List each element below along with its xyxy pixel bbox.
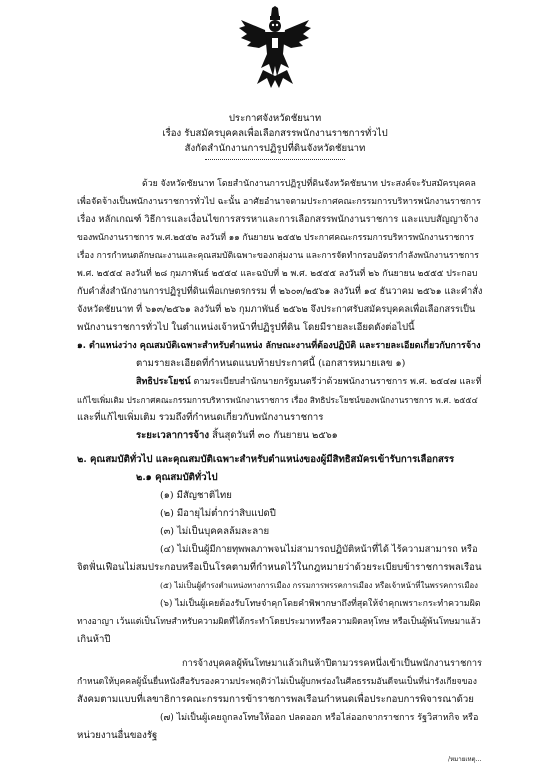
announcement-agency: สังกัดสำนักงานการปฏิรูปที่ดินจังหวัดชัยนาท bbox=[184, 143, 366, 154]
qualification-item: (๗) ไม่เป็นผู้เคยถูกลงโทษให้ออก ปลดออก หรือไล่ออกจากราชการ รัฐวิสาหกิจ หรือ bbox=[160, 713, 479, 723]
section-1-detail: ตามรายละเอียดที่กำหนดแนบท้ายประกาศนี้ (เอกสารหมายเลข ๑) bbox=[136, 358, 406, 369]
qualification-item: (๒) มีอายุไม่ต่ำกว่าสิบแปดปี bbox=[160, 508, 276, 519]
qualification-item-cont: หน่วยงานอื่นของรัฐ bbox=[77, 730, 158, 741]
intro-line: เพื่อจัดจ้างเป็นพนักงานราชการทั่วไป ฉะนั้น อาศัยอำนาจตามประกาศคณะกรรมการบริหารพนักงานราชการ bbox=[77, 197, 481, 207]
intro-line: เรื่อง หลักเกณฑ์ วิธีการและเงื่อนไขการสรรหาและการเลือกสรรพนักงานราชการ และแบบสัญญาจ้าง bbox=[77, 214, 479, 225]
benefits-line-3: และที่แก้ไขเพิ่มเติม รวมถึงที่กำหนดเกี่ยวกับพนักงานราชการ bbox=[77, 412, 324, 423]
qualification-note-cont: สังคมตามแบบที่เลขาธิการคณะกรรมการข้าราชการพลเรือนกำหนดเพื่อประกอบการพิจารณาด้วย bbox=[77, 694, 474, 705]
benefits-line-2: แก้ไขเพิ่มเติม ประกาศคณะกรรมการบริหารพนักงานราชการ เรื่อง สิทธิประโยชน์ของพนักงานราชการ พ.ศ. ๒๕๕๔ bbox=[77, 395, 478, 405]
intro-line: ของพนักงานราชการ พ.ศ.๒๕๕๒ ลงวันที่ ๑๑ กันยายน ๒๕๕๒ ประกาศคณะกรรมการบริหารพนักงานราชการ bbox=[77, 233, 475, 243]
qualification-note: การจ้างบุคคลผู้พ้นโทษมาแล้วเกินห้าปีตามวรรคหนึ่งเข้าเป็นพนักงานราชการ bbox=[182, 658, 482, 669]
section-2-heading: ๒. คุณสมบัติทั่วไป และคุณสมบัติเฉพาะสำหรับตำแหน่งของผู้มีสิทธิสมัครเข้ารับการเลือกสรร bbox=[77, 454, 455, 465]
intro-line: พ.ศ. ๒๕๕๔ ลงวันที่ ๒๘ กุมภาพันธ์ ๒๕๕๔ และฉบับที่ ๒ พ.ศ. ๒๕๕๕ ลงวันที่ ๒๖ กันยายน ๒๕๕๕ ประกอบ bbox=[77, 269, 478, 279]
section-1-heading: ๑. ตำแหน่งว่าง คุณสมบัติเฉพาะสำหรับตำแหน่ง ลักษณะงานที่ต้องปฏิบัติ และรายละเอียดเกี่ยวกับการจ้าง bbox=[77, 341, 481, 351]
benefits-text: ตามระเบียบสำนักนายกรัฐมนตรีว่าด้วยพนักงานราชการ พ.ศ. ๒๕๔๗ และที่ bbox=[190, 377, 482, 387]
continued-marker: /หมายเหตุ... bbox=[448, 756, 482, 763]
section-2-1-heading: ๒.๑ คุณสมบัติทั่วไป bbox=[136, 472, 218, 483]
qualification-item: (๕) ไม่เป็นผู้ดำรงตำแหน่งทางการเมือง กรรมการพรรคการเมือง หรือเจ้าหน้าที่ในพรรคการเมือง bbox=[160, 581, 478, 590]
period-label: ระยะเวลาการจ้าง bbox=[136, 430, 210, 441]
announcement-subject: เรื่อง รับสมัครบุคคลเพื่อเลือกสรรพนักงานราชการทั่วไป bbox=[162, 128, 388, 139]
intro-line: พนักงานราชการทั่วไป ในตำแหน่งเจ้าหน้าที่ปฏิรูปที่ดิน โดยมีรายละเอียดดังต่อไปนี้ bbox=[77, 322, 415, 333]
qualification-item-cont: จิตฟั่นเฟือนไม่สมประกอบหรือเป็นโรคตามที่กำหนดไว้ในกฎหมายว่าด้วยระเบียบข้าราชการพลเรือน bbox=[77, 562, 482, 573]
qualification-item: (๔) ไม่เป็นผู้มีกายทุพพลภาพจนไม่สามารถปฏิบัติหน้าที่ได้ ไร้ความสามารถ หรือ bbox=[160, 544, 478, 555]
qualification-item-cont: เกินห้าปี bbox=[77, 634, 111, 645]
qualification-item-cont: ทางอาญา เว้นแต่เป็นโทษสำหรับความผิดที่ได้กระทำโดยประมาทหรือความผิดลหุโทษ หรือเป็นผู้พ้นโทษมาแล้ว bbox=[77, 617, 481, 627]
intro-line: กับคำสั่งสำนักงานการปฏิรูปที่ดินเพื่อเกษตรกรรม ที่ ๒๖๐๓/๒๕๖๑ ลงวันที่ ๑๔ ธันวาคม ๒๕๖๑ และคำสั่ง bbox=[77, 286, 483, 297]
period-text: สิ้นสุดวันที่ ๓๐ กันยายน ๒๕๖๑ bbox=[209, 430, 338, 441]
intro-line: เรื่อง การกำหนดลักษณะงานและคุณสมบัติเฉพาะของกลุ่มงาน และการจัดทำกรอบอัตรากำลังพนักงานราชการ bbox=[77, 251, 479, 261]
announcement-title: ประกาศจังหวัดชัยนาท bbox=[228, 113, 322, 124]
employment-period bbox=[136, 430, 338, 442]
benefits-line bbox=[136, 376, 482, 388]
qualification-item: (๖) ไม่เป็นผู้เคยต้องรับโทษจำคุกโดยคำพิพากษาถึงที่สุดให้จำคุกเพราะกระทำความผิด bbox=[160, 599, 481, 609]
header-divider bbox=[205, 159, 345, 160]
intro-line: ด้วย จังหวัดชัยนาท โดยสำนักงานการปฏิรูปที่ดินจังหวัดชัยนาท ประสงค์จะรับสมัครบุคคล bbox=[142, 179, 476, 189]
garuda-emblem-icon bbox=[239, 6, 311, 90]
intro-line: จังหวัดชัยนาท ที่ ๖๑๓/๒๕๖๑ ลงวันที่ ๒๖ กุมภาพันธ์ ๒๕๖๒ จึงประกาศรับสมัครบุคคลเพื่อเลือกสรรเป็น bbox=[77, 304, 476, 315]
benefits-label: สิทธิประโยชน์ bbox=[136, 377, 191, 387]
qualification-item: (๓) ไม่เป็นบุคคลล้มละลาย bbox=[160, 526, 270, 537]
qualification-note-cont: กำหนดให้บุคคลผู้นั้นยื่นหนังสือรับรองความประพฤติว่าไม่เป็นผู้บกพร่องในศีลธรรมอันดีจนเป็นที่น่ารังเกียจของ bbox=[77, 677, 477, 687]
qualification-item: (๑) มีสัญชาติไทย bbox=[160, 490, 232, 501]
